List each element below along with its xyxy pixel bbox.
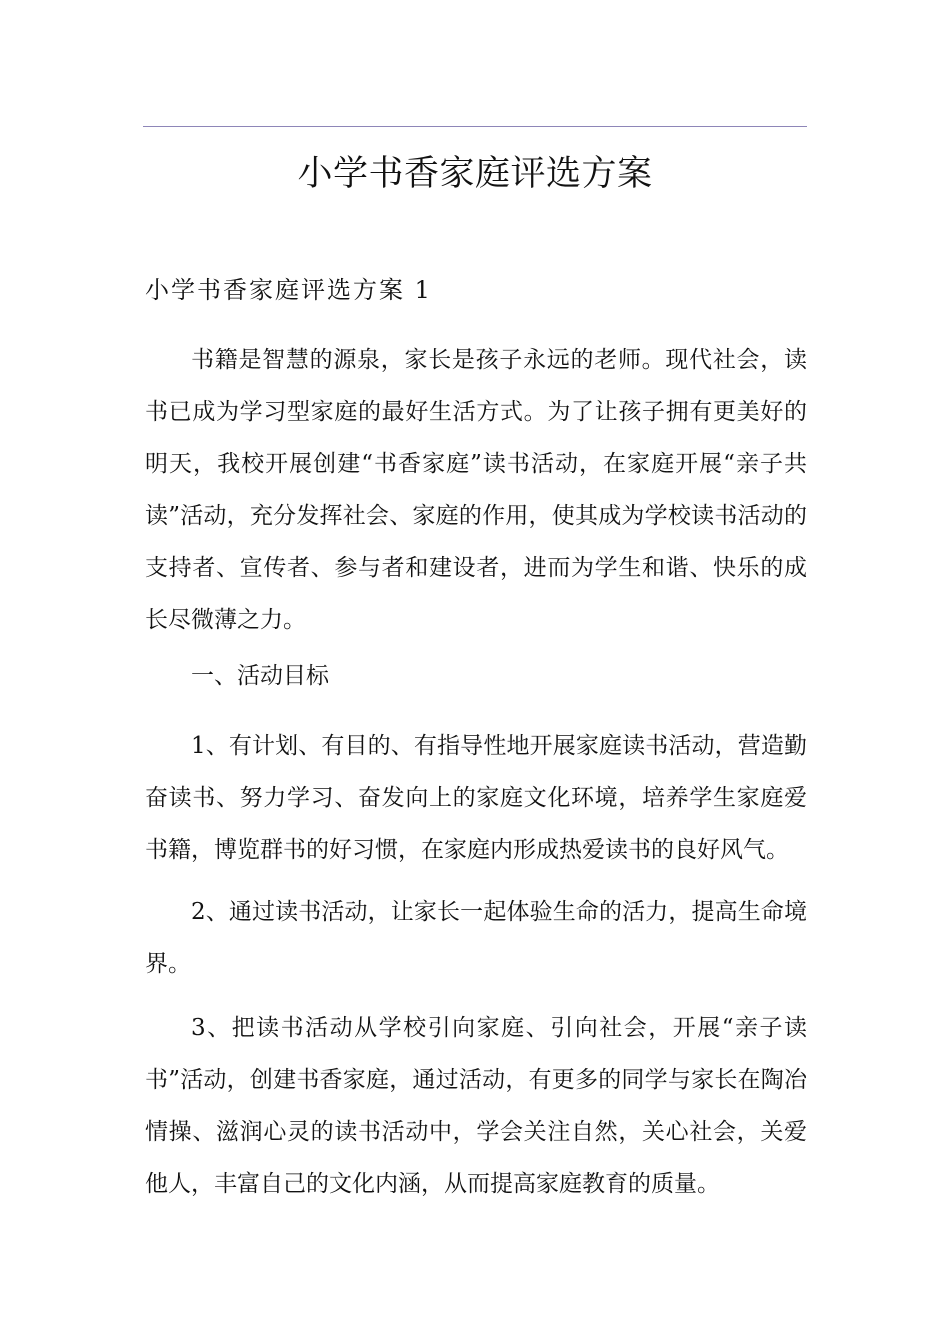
intro-paragraph: 书籍是智慧的源泉，家长是孩子永远的老师。现代社会，读书已成为学习型家庭的最好生活方式。为了让孩子拥有更美好的明天，我校开展创建“书香家庭”读书活动，在家庭开展“亲子共读”活动，充分发挥社会、家庭的作用，使其成为学校读书活动的支持者、宣传者、参与者和建设者，进而为学生和谐、快乐的成长尽微薄之力。 [145,347,807,633]
section-heading: 小学书香家庭评选方案 1 [145,276,432,304]
goal-item-1: 1、有计划、有目的、有指导性地开展家庭读书活动，营造勤奋读书、努力学习、奋发向上的家庭文化环境，培养学生家庭爱书籍，博览群书的好习惯，在家庭内形成热爱读书的良好风气。 [145,733,807,863]
subheading-activity-goals: 一、活动目标 [191,663,329,689]
document-title: 小学书香家庭评选方案 [297,154,653,194]
header-divider [143,126,807,127]
goal-item-3: 3、把读书活动从学校引向家庭、引向社会，开展“亲子读书”活动，创建书香家庭，通过活动，有更多的同学与家长在陶冶情操、滋润心灵的读书活动中，学会关注自然，关心社会，关爱他人，丰富自己的文化内涵，从而提高家庭教育的质量。 [145,1015,807,1197]
goal-item-2: 2、通过读书活动，让家长一起体验生命的活力，提高生命境界。 [145,899,807,977]
